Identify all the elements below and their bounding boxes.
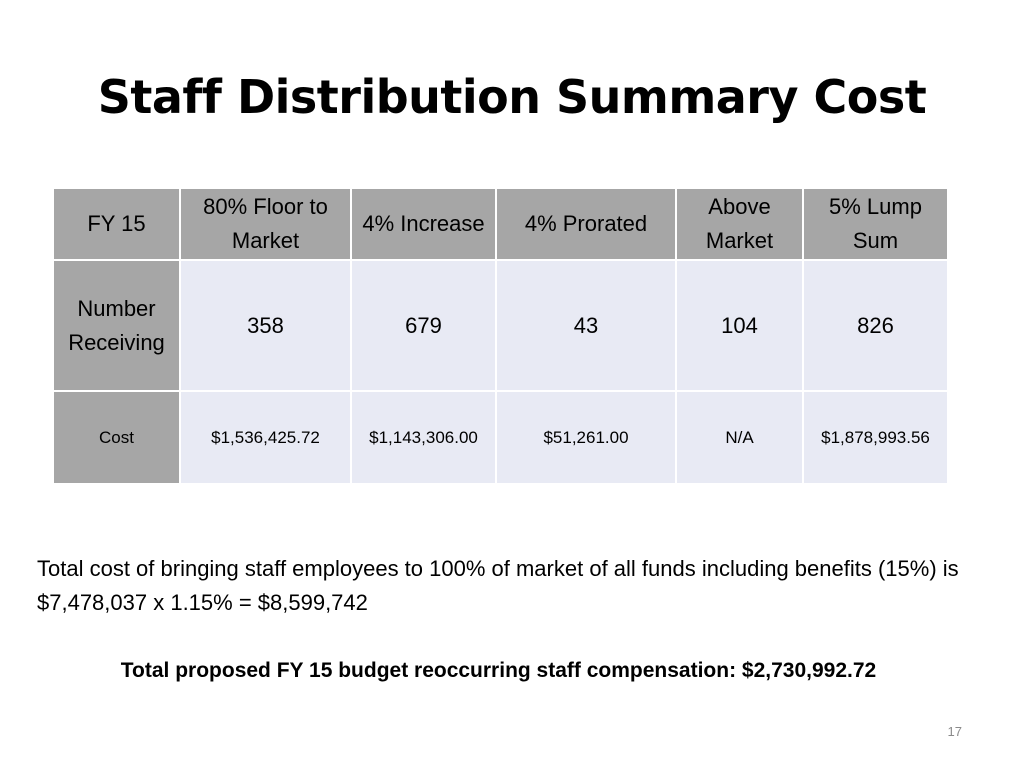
total-compensation: Total proposed FY 15 budget reoccurring staff compensation: $2,730,992.72 — [120, 659, 877, 682]
summary-table — [52, 187, 949, 485]
header-cell: Above Market — [676, 188, 803, 260]
table-cell: 358 — [180, 260, 351, 391]
header-cell: 4% Increase — [351, 188, 496, 260]
header-cell: FY 15 — [53, 188, 180, 260]
row-label: Cost — [53, 391, 180, 484]
table-cell: 679 — [351, 260, 496, 391]
table-cell: 43 — [496, 260, 676, 391]
table-cell: $1,536,425.72 — [180, 391, 351, 484]
page-number: 17 — [947, 724, 962, 739]
slide-title: Staff Distribution Summary Cost — [97, 70, 927, 124]
table-cell: $51,261.00 — [496, 391, 676, 484]
table-header-row — [53, 188, 948, 260]
table-cell: 104 — [676, 260, 803, 391]
table-cell: 826 — [803, 260, 948, 391]
header-cell: 80% Floor to Market — [180, 188, 351, 260]
cost-note: Total cost of bringing staff employees to 100% of market of all funds including benefits (15%) is $7,478,037 x 1.15% = $8,599,742 — [37, 556, 959, 615]
table-cell: $1,143,306.00 — [351, 391, 496, 484]
header-cell: 4% Prorated — [496, 188, 676, 260]
table-row — [53, 391, 948, 484]
table-cell: $1,878,993.56 — [803, 391, 948, 484]
header-cell: 5% Lump Sum — [803, 188, 948, 260]
row-label: Number Receiving — [53, 260, 180, 391]
table-cell: N/A — [676, 391, 803, 484]
table-row — [53, 260, 948, 391]
